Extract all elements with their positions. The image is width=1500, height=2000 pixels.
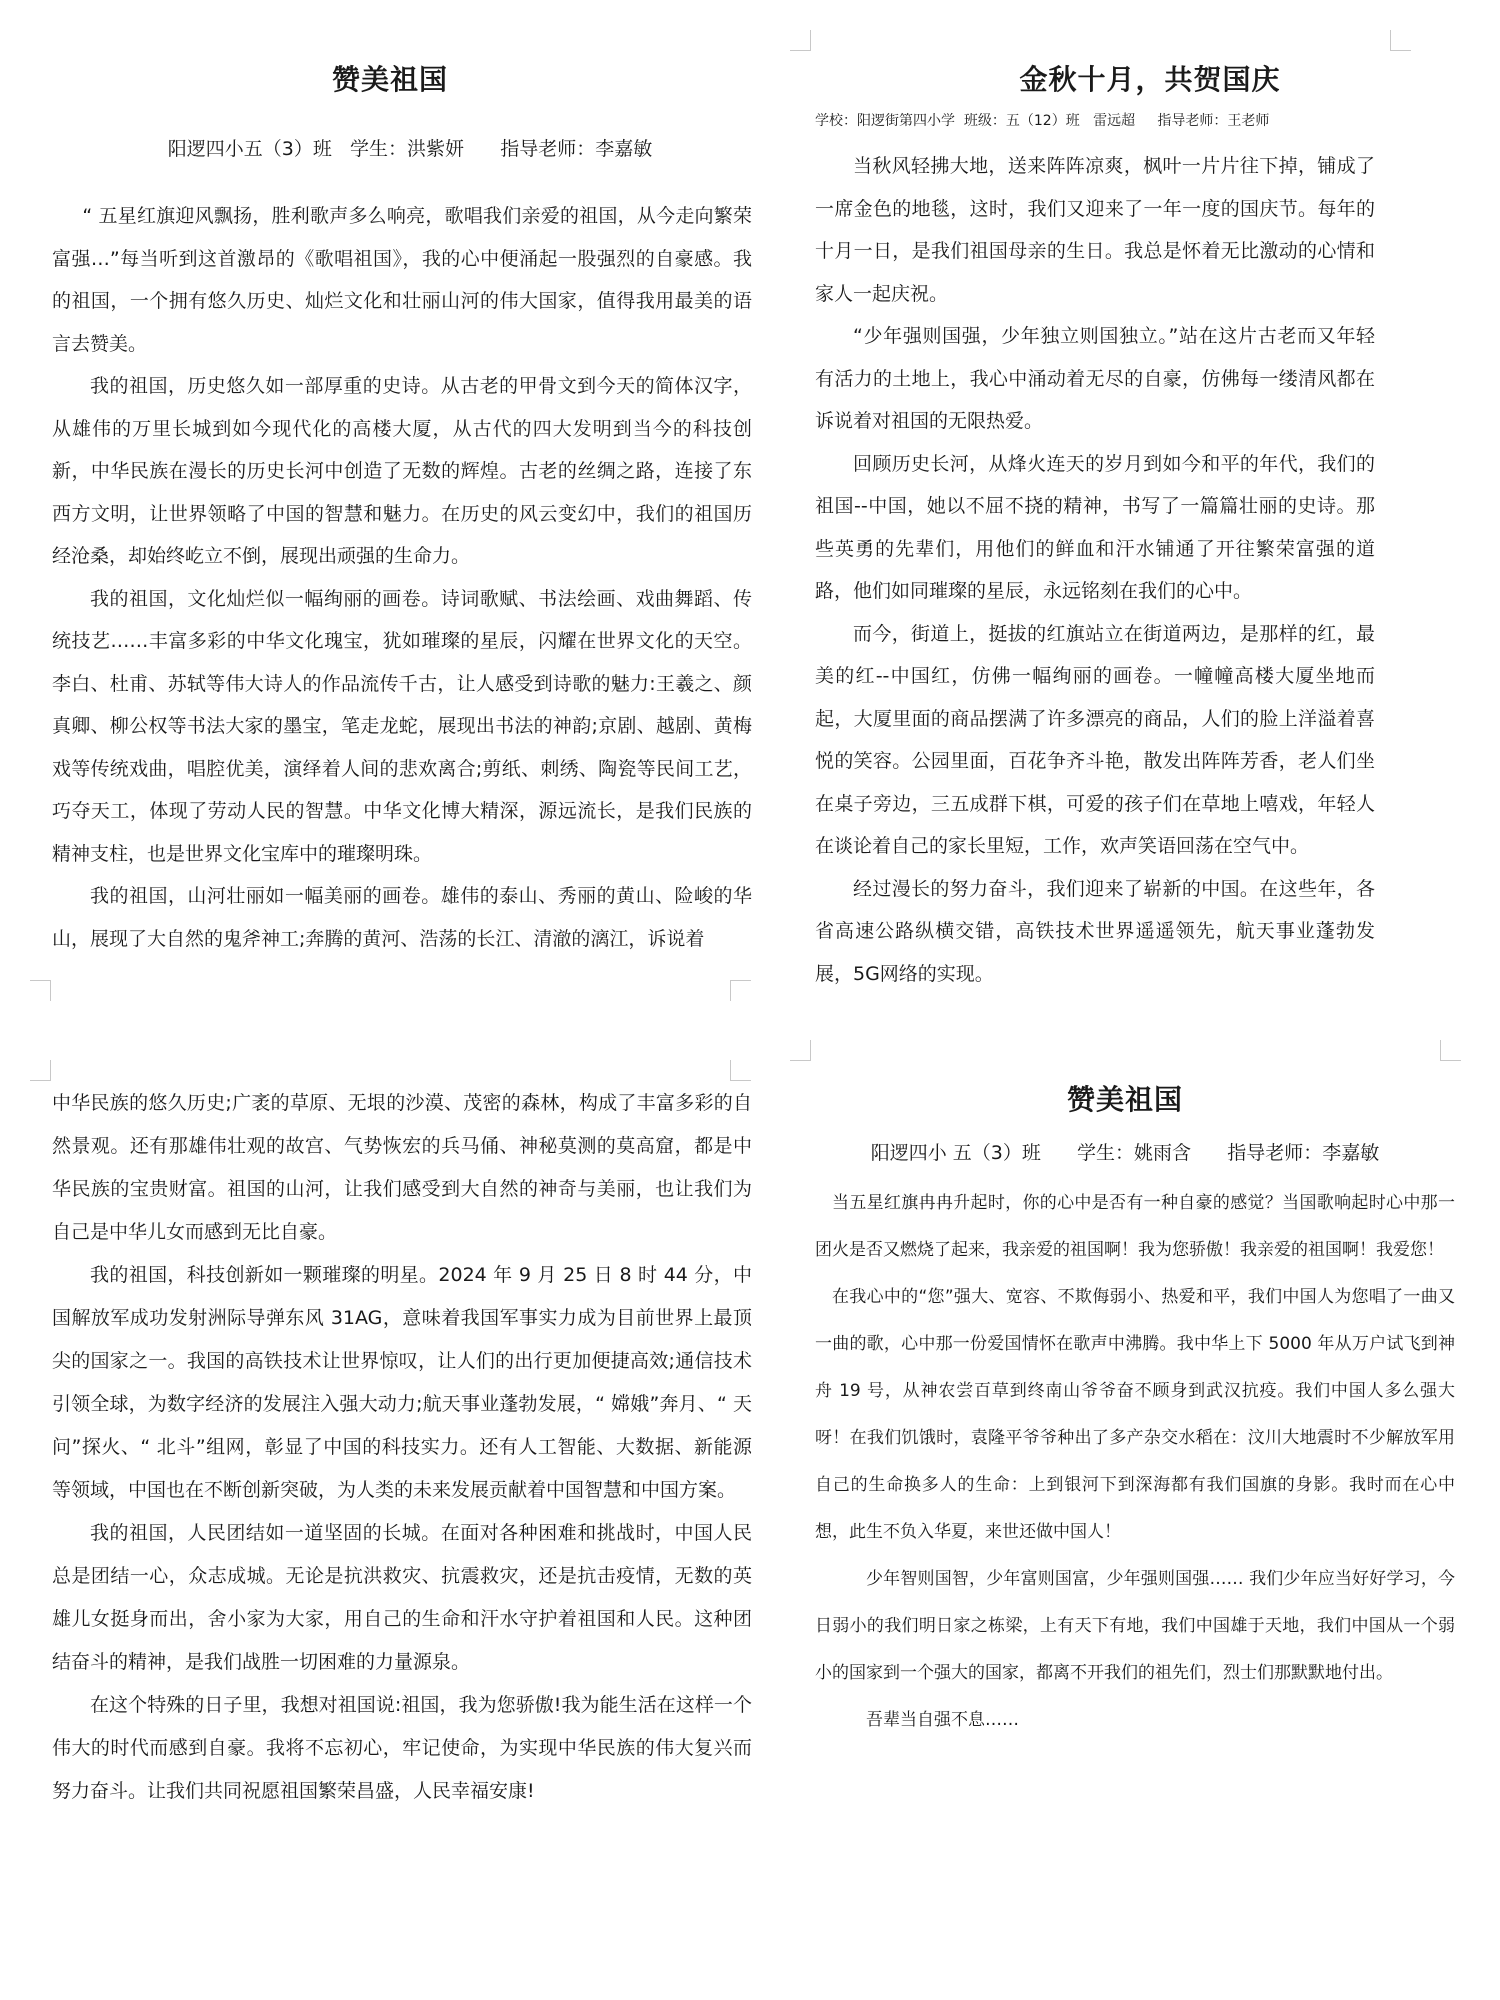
paragraph: “少年强则国强，少年独立则国独立。”站在这片古老而又年轻有活力的土地上，我心中涌动着无尽的自豪，仿佛每一缕清风都在诉说着对祖国的无限热爱。 bbox=[815, 325, 1375, 432]
paragraph: 少年智则国智，少年富则国富，少年强则国强…… 我们少年应当好好学习，今日弱小的我们明日家之栋梁，上有天下有地，我们中国雄于天地，我们中国从一个弱小的国家到一个强大的国家，都离不开我们的祖先们，烈士们那默默地付出。 bbox=[815, 1569, 1455, 1683]
page-corner-mark bbox=[730, 980, 751, 1001]
paragraph: 我的祖国，山河壮丽如一幅美丽的画卷。雄伟的泰山、秀丽的黄山、险峻的华山，展现了大自然的鬼斧神工;奔腾的黄河、浩荡的长江、清澈的漓江，诉说着 bbox=[52, 885, 752, 950]
essay-title: 金秋十月，共贺国庆 bbox=[1019, 63, 1281, 96]
essay-body bbox=[52, 195, 752, 960]
page-corner-mark bbox=[790, 30, 811, 51]
essay-page-2 bbox=[790, 30, 1480, 990]
essay-body bbox=[815, 1180, 1455, 1744]
paragraph: “ 五星红旗迎风飘扬，胜利歌声多么响亮，歌唱我们亲爱的祖国，从今走向繁荣富强…”每当听到这首激昂的《歌唱祖国》，我的心中便涌起一股强烈的自豪感。我的祖国，一个拥有悠久历史、灿烂文化和壮丽山河的伟大国家，值得我用最美的语言去赞美。 bbox=[52, 205, 752, 355]
paragraph: 我的祖国，文化灿烂似一幅绚丽的画卷。诗词歌赋、书法绘画、戏曲舞蹈、传统技艺……丰富多彩的中华文化瑰宝，犹如璀璨的星辰，闪耀在世界文化的天空。李白、杜甫、苏轼等伟大诗人的作品流传千古，让人感受到诗歌的魅力:王羲之、颜真卿、柳公权等书法大家的墨宝，笔走龙蛇，展现出书法的神韵;京剧、越剧、黄梅戏等传统戏曲，唱腔优美，演绎着人间的悲欢离合;剪纸、刺绣、陶瓷等民间工艺，巧夺天工，体现了劳动人民的智慧。中华文化博大精深，源远流长，是我们民族的精神支柱，也是世界文化宝库中的璀璨明珠。 bbox=[52, 587, 752, 865]
paragraph: 中华民族的悠久历史;广袤的草原、无垠的沙漠、茂密的森林，构成了丰富多彩的自然景观。还有那雄伟壮观的故宫、气势恢宏的兵马俑、神秘莫测的莫高窟，都是中华民族的宝贵财富。祖国的山河，让我们感受到大自然的神奇与美丽，也让我们为自己是中华儿女而感到无比自豪。 bbox=[52, 1092, 752, 1243]
paragraph: 吾辈当自强不息…… bbox=[866, 1710, 1019, 1730]
paragraph: 我的祖国，历史悠久如一部厚重的史诗。从古老的甲骨文到今天的简体汉字，从雄伟的万里长城到如今现代化的高楼大厦，从古代的四大发明到当今的科技创新，中华民族在漫长的历史长河中创造了无数的辉煌。古老的丝绸之路，连接了东西方文明，让世界领略了中国的智慧和魅力。在历史的风云变幻中，我们的祖国历经沧桑，却始终屹立不倒，展现出顽强的生命力。 bbox=[52, 375, 752, 567]
essay-byline: 阳逻四小五（3）班 学生：洪紫妍 指导老师：李嘉敏 bbox=[167, 138, 653, 160]
paragraph: 我的祖国，科技创新如一颗璀璨的明星。2024 年 9 月 25 日 8 时 44 分，中国解放军成功发射洲际导弹东风 31AG，意味着我国军事实力成为目前世界上最顶尖的国家之一。我国的高铁技术让世界惊叹，让人们的出行更加便捷高效;通信技术引领全球，为数字经济的发展注入强大动力;航天事业蓬勃发展，“ 嫦娥”奔月、“ 天问”探火、“ 北斗”组网，彰显了中国的科技实力。还有人工智能、大数据、新能源等领域，中国也在不断创新突破，为人类的未来发展贡献着中国智慧和中国方案。 bbox=[52, 1264, 752, 1501]
paragraph: 我的祖国，人民团结如一道坚固的长城。在面对各种困难和挑战时，中国人民总是团结一心，众志成城。无论是抗洪救灾、抗震救灾，还是抗击疫情，无数的英雄儿女挺身而出，舍小家为大家，用自己的生命和汗水守护着祖国和人民。这种团结奋斗的精神，是我们战胜一切困难的力量源泉。 bbox=[52, 1522, 752, 1673]
essay-page-1 bbox=[30, 30, 750, 990]
essay-title: 赞美祖国 bbox=[1066, 1083, 1183, 1116]
essay-byline: 学校：阳逻街第四小学 班级：五（12）班 雷远超 指导老师：王老师 bbox=[815, 113, 1270, 129]
essay-page-3 bbox=[30, 1060, 750, 1980]
paragraph: 当秋风轻拂大地，送来阵阵凉爽，枫叶一片片往下掉，铺成了一席金色的地毯，这时，我们又迎来了一年一度的国庆节。每年的十月一日，是我们祖国母亲的生日。我总是怀着无比激动的心情和家人一起庆祝。 bbox=[815, 155, 1375, 305]
paragraph: 经过漫长的努力奋斗，我们迎来了崭新的中国。在这些年，各省高速公路纵横交错，高铁技术世界遥遥领先，航天事业蓬勃发展，5G网络的实现。 bbox=[815, 877, 1375, 985]
page-corner-mark bbox=[790, 1040, 811, 1061]
essay-byline: 阳逻四小 五（3）班 学生：姚雨含 指导老师：李嘉敏 bbox=[870, 1142, 1380, 1164]
essay-body bbox=[52, 1082, 752, 1813]
page-corner-mark bbox=[30, 980, 51, 1001]
essay-page-4 bbox=[790, 1040, 1480, 1980]
paragraph: 回顾历史长河，从烽火连天的岁月到如今和平的年代，我们的祖国--中国，她以不屈不挠的精神，书写了一篇篇壮丽的史诗。那些英勇的先辈们，用他们的鲜血和汗水铺通了开往繁荣富强的道路，他们如同璀璨的星辰，永远铭刻在我们的心中。 bbox=[815, 452, 1375, 602]
page-corner-mark bbox=[1440, 1040, 1461, 1061]
page-corner-mark bbox=[1390, 30, 1411, 51]
paragraph: 在我心中的“您”强大、宽容、不欺侮弱小、热爱和平，我们中国人为您唱了一曲又一曲的歌，心中那一份爱国情怀在歌声中沸腾。我中华上下 5000 年从万户试飞到神舟 19 号，从神农尝百草到终南山爷爷奋不顾身到武汉抗疫。我们中国人多么强大呀！在我们饥饿时，袁隆平爷爷种出了多产杂交水稻在：汶川大地震时不少解放军用自己的生命换多人的生命：上到银河下到深海都有我们国旗的身影。我时而在心中想，此生不负入华夏，来世还做中国人！ bbox=[815, 1287, 1455, 1542]
essay-body bbox=[815, 145, 1375, 995]
paragraph: 而今，街道上，挺拔的红旗站立在街道两边，是那样的红，最美的红--中国红，仿佛一幅绚丽的画卷。一幢幢高楼大厦坐地而起，大厦里面的商品摆满了许多漂亮的商品，人们的脸上洋溢着喜悦的笑容。公园里面，百花争齐斗艳，散发出阵阵芳香，老人们坐在桌子旁边，三五成群下棋，可爱的孩子们在草地上嘻戏，年轻人在谈论着自己的家长里短，工作，欢声笑语回荡在空气中。 bbox=[815, 622, 1375, 857]
page-corner-mark bbox=[30, 1060, 51, 1081]
paragraph: 当五星红旗冉冉升起时，你的心中是否有一种自豪的感觉？当国歌响起时心中那一团火是否又燃烧了起来，我亲爱的祖国啊！我为您骄傲！我亲爱的祖国啊！我爱您！ bbox=[815, 1193, 1455, 1260]
essay-title: 赞美祖国 bbox=[331, 63, 448, 96]
page-corner-mark bbox=[730, 1060, 751, 1081]
paragraph: 在这个特殊的日子里，我想对祖国说:祖国，我为您骄傲!我为能生活在这样一个伟大的时代而感到自豪。我将不忘初心，牢记使命，为实现中华民族的伟大复兴而努力奋斗。让我们共同祝愿祖国繁荣昌盛，人民幸福安康! bbox=[52, 1694, 752, 1802]
